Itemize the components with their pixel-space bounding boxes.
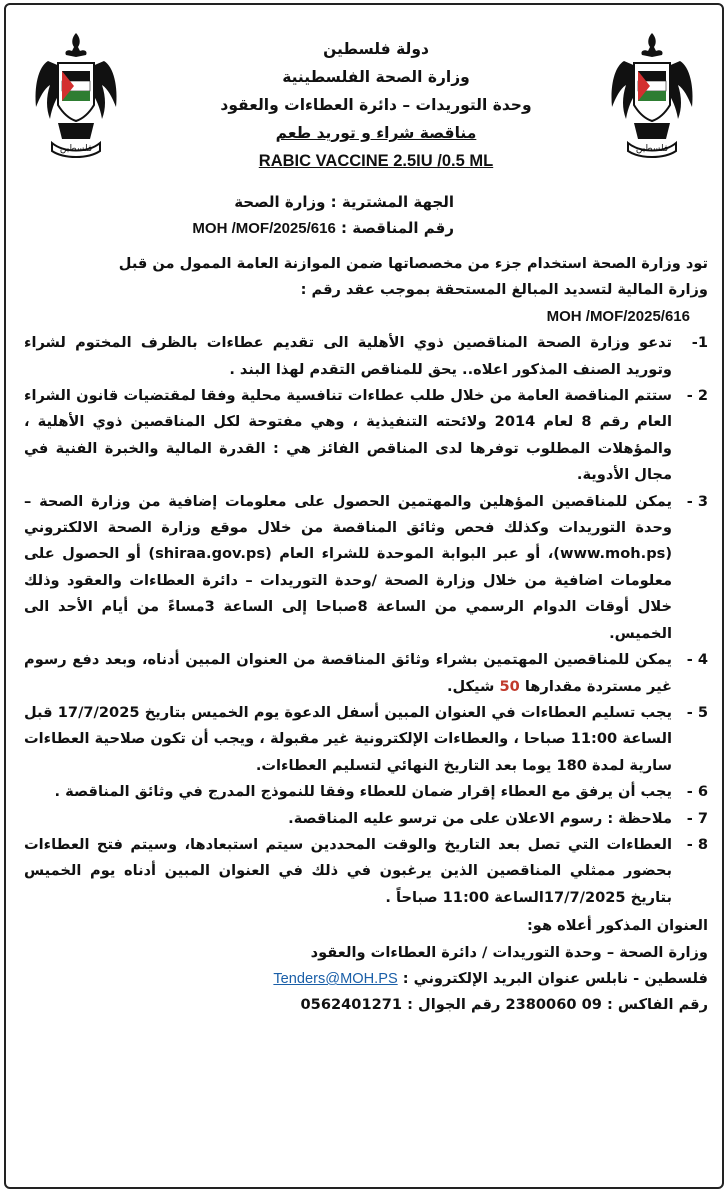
emblem-scroll-text: فلسطين [635, 144, 669, 154]
clause-text: تدعو وزارة الصحة المناقصين ذوي الأهلية الى تقديم عطاءات بالظرف المختوم لشراء وتوريد الصنف المذكور اعلاه.. يحق للمناقص التقدم لهذا البند . [24, 334, 672, 378]
clause-text: العطاءات التي تصل بعد التاريخ والوقت المحددين سيتم استبعادها، وسيتم فتح العطاءات بحضور ممثلي المناقصين الذين يرغبون في ذلك في العنوان المبين أدناه يوم الخميس بتاريخ 17/7/2025الساعة 11:00 صباحاً . [24, 835, 672, 906]
intro-paragraph [24, 251, 708, 330]
intro-line-1: تود وزارة الصحة استخدام جزء من مخصصاتها ضمن الموازنة العامة الممول من قبل [118, 255, 708, 272]
clause-number: 6 - [686, 783, 708, 801]
clause-number: 4 - [686, 651, 708, 669]
clause-5 [24, 700, 708, 779]
document-header [156, 35, 596, 175]
clause-text: ستتم المناقصة العامة من خلال طلب عطاءات تنافسية محلية وفقا لمقتضيات قانون الشراء العام رقم 8 لعام 2014 ولائحته التنفيذية ، وهي مفتوحة لكل المناقصين ذوي الأهلية ، والمؤهلات المطلوب توفرها لدى المناقص الفائز هي : القدرة المالية والخبرة الفنية في مجال الأدوية. [24, 387, 672, 484]
clause-text: يجب تسليم العطاءات في العنوان المبين أسفل الدعوة يوم الخميس بتاريخ 17/7/2025 قبل الساعة 11:00 صباحا ، والعطاءات الإلكترونية غير مقبولة ، ويجب أن تكون صلاحية العطاءات سارية لمدة 180 يوما بعد التاريخ النهائي لتسليم العطاءات. [24, 703, 673, 774]
clause-3 [24, 489, 708, 647]
tender-number-label: رقم المناقصة : [341, 219, 454, 237]
tender-title: مناقصة شراء و توريد طعم [275, 124, 477, 142]
tender-number: MOH /MOF/2025/616 [192, 220, 336, 237]
clause-number: 7 - [686, 809, 708, 827]
city-email-label: فلسطين - نابلس عنوان البريد الإلكتروني : [397, 969, 708, 987]
clause-number: 8 - [686, 835, 708, 853]
clause-text: يمكن للمناقصين المؤهلين والمهتمين الحصول على معلومات إضافية من وزارة الصحة – وحدة التوريدات وكذلك فحص وثائق المناقصة من خلال موقع وزارة الصحة الالكتروني (www.moh.ps)، أو عبر البوابة الموحدة للشراء العام (shiraa.gov.ps) أو الحصول على معلومات اضافية من خلال وزارة الصحة /وحدة التوريدات – دائرة العطاءات والعقود وذلك خلال أوقات الدوام الرسمي من الساعة 8صباحا إلى الساعة 3مساءً من أيام الأحد الى الخميس. [24, 492, 673, 642]
tender-meta [192, 189, 454, 242]
clause-1 [24, 330, 708, 383]
intro-line-2: وزارة المالية لتسديد المبالغ المستحقة بموجب عقد رقم : [300, 281, 708, 299]
clause-8 [24, 832, 708, 911]
announcement-body [24, 251, 708, 1019]
clause-text: يجب أن يرفق مع العطاء إقرار ضمان للعطاء وفقا للنموذج المدرج في وثائق المناقصة . [54, 783, 672, 801]
clause-text: ملاحظة : رسوم الاعلان على من ترسو عليه المناقصة. [288, 809, 672, 827]
clause-7 [24, 806, 708, 832]
clause-4 [24, 647, 708, 700]
address-block [24, 913, 708, 1019]
buyer-line: الجهة المشترية : وزارة الصحة [234, 193, 454, 211]
emblem-scroll-text: فلسطين [59, 144, 93, 154]
clause-text [24, 647, 672, 700]
product-name: RABIC VACCINE 2.5IU /0.5 ML [258, 152, 494, 170]
email-link[interactable]: Tenders@MOH.PS [273, 970, 398, 987]
palestine-eagle-emblem-icon [604, 27, 700, 167]
contract-number: MOH /MOF/2025/616 [546, 307, 690, 325]
palestine-eagle-emblem-icon [28, 27, 124, 167]
address-line: وزارة الصحة – وحدة التوريدات / دائرة العطاءات والعقود [310, 943, 708, 961]
clause-number: 3 - [686, 492, 708, 510]
tender-number-line [192, 215, 454, 242]
address-title: العنوان المذكور أعلاه هو: [526, 917, 708, 935]
city-email-line [24, 966, 708, 992]
clause-2 [24, 383, 708, 489]
clause-number: 1- [691, 334, 708, 352]
fee-amount: 50 [499, 677, 520, 695]
unit-name: وحدة التوريدات – دائرة العطاءات والعقود [220, 96, 532, 114]
clause-number: 2 - [686, 387, 708, 405]
clause-text-before-fee: يمكن للمناقصين المهتمين بشراء وثائق المناقصة من العنوان المبين أدناه، وبعد دفع رسوم غير مستردة مقدارها [24, 651, 672, 695]
state-name: دولة فلسطين [323, 40, 429, 58]
clause-6 [24, 779, 708, 805]
clause-text-after-fee: شيكل. [446, 677, 500, 695]
phones-line: رقم الفاكس : 09 2380060 رقم الجوال : 0562401271 [300, 996, 708, 1014]
tender-announcement [4, 3, 724, 1189]
ministry-name: وزارة الصحة الفلسطينية [282, 68, 470, 86]
clause-number: 5 - [686, 703, 708, 721]
